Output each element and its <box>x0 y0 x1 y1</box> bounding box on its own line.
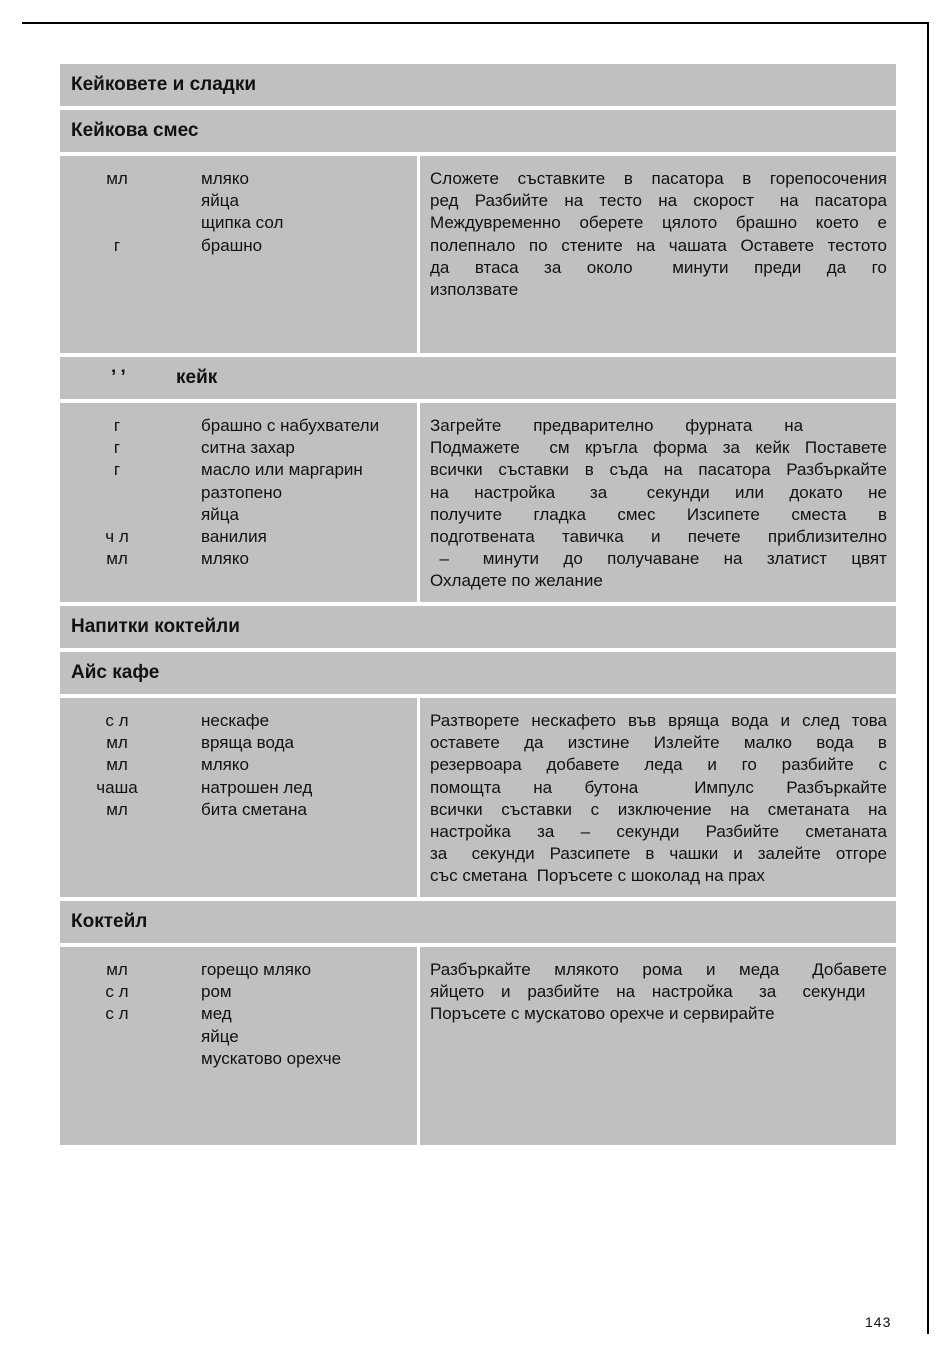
ingredient-name: вряща вода <box>201 733 294 753</box>
recipe-row-iced-coffee <box>60 698 896 897</box>
ingredient-name: щипка сол <box>201 213 284 233</box>
ingredient-amount: мл <box>106 549 128 569</box>
ingredient-line <box>60 1003 417 1025</box>
recipe-title: Коктейл <box>71 911 148 932</box>
method-line: резервоара добавете леда и го разбийте с <box>430 755 887 775</box>
ingredient-line <box>60 1026 417 1048</box>
method-line: Поръсете с мускатово орехче и сервирайте <box>430 1004 775 1024</box>
ingredient-amount <box>60 482 201 504</box>
method-line: всички съставки с изключение на сметаната на <box>430 799 887 819</box>
method-line: на настройка за секунди или докато не <box>430 482 887 502</box>
ingredient-amount: мл <box>106 960 128 979</box>
ingredient-line <box>60 212 417 234</box>
ingredient-amount: чаша <box>96 777 138 797</box>
ingredient-name: брашно <box>201 235 263 255</box>
method-line: Подмажете см кръгла форма за кейк Поставете <box>430 438 887 458</box>
recipe-header-cocktail <box>60 901 896 943</box>
ingredient-line <box>60 168 417 190</box>
ingredient-line <box>60 190 417 212</box>
recipe-table <box>60 64 896 1149</box>
ingredient-name: мляко <box>201 549 249 569</box>
ingredient-amount: мл <box>106 169 128 188</box>
ingredient-amount <box>60 190 201 212</box>
ingredient-name: яйца <box>201 504 239 524</box>
ingredient-name: ванилия <box>201 526 267 546</box>
ingredient-line <box>60 548 417 570</box>
recipe-header-cake <box>60 357 896 399</box>
ingredient-name: яйца <box>201 191 239 211</box>
method-line: Междувременно оберете цялото брашно което е <box>430 213 887 233</box>
ingredient-amount <box>60 212 201 234</box>
method-line: оставете да изстине Излейте малко вода в <box>430 733 887 753</box>
ingredient-name: разтопено <box>201 482 283 502</box>
page-number: 143 <box>865 1314 892 1330</box>
ingredient-name: натрошен лед <box>201 777 313 797</box>
ingredients-cell <box>60 403 417 602</box>
method-line: да втаса за около минути преди да го <box>430 257 887 277</box>
method-line: подготвената тавичка и печете приблизително <box>430 526 887 546</box>
top-rule <box>22 22 929 24</box>
ingredient-line <box>60 710 417 732</box>
ingredient-name: ром <box>201 982 232 1002</box>
ingredient-amount: мл <box>106 799 128 819</box>
method-cell <box>420 403 896 602</box>
section-title: Напитки коктейли <box>71 616 240 637</box>
recipe-title-prefix: ’ ’ <box>111 367 126 388</box>
method-line: полепнало по стените на чашата Оставете тестото <box>430 235 887 255</box>
ingredient-amount <box>60 504 201 526</box>
ingredient-amount: с л <box>105 982 129 1002</box>
ingredient-amount: мл <box>106 733 128 753</box>
ingredient-name: брашно с набухватели <box>201 416 380 435</box>
ingredient-name: нескафе <box>201 711 270 730</box>
method-line: настройка за – секунди Разбийте сметаната <box>430 821 887 841</box>
ingredient-line <box>60 732 417 754</box>
ingredient-name: мляко <box>201 169 249 188</box>
ingredient-name: горещо мляко <box>201 960 312 979</box>
recipe-title: кейк <box>176 367 218 388</box>
ingredient-amount: г <box>113 438 121 458</box>
ingredient-amount <box>60 1026 201 1048</box>
ingredient-line <box>60 981 417 1003</box>
recipe-header-iced-coffee <box>60 652 896 694</box>
method-line: Сложете съставките в пасатора в горепосочения <box>430 169 887 188</box>
method-cell <box>420 698 896 897</box>
ingredients-cell <box>60 698 417 897</box>
ingredient-line <box>60 754 417 776</box>
ingredient-name: мед <box>201 1004 232 1024</box>
section-header-cakes <box>60 64 896 106</box>
method-cell <box>420 947 896 1145</box>
section-title: Кейковете и сладки <box>71 74 257 95</box>
method-line: използвате <box>430 279 519 299</box>
ingredient-line <box>60 504 417 526</box>
ingredients-cell <box>60 156 417 353</box>
recipe-title: Айс кафе <box>71 662 160 683</box>
ingredient-name: масло или маргарин <box>201 460 363 480</box>
method-line: всички съставки в съда на пасатора Разбъркайте <box>430 460 887 480</box>
ingredient-amount: г <box>113 460 121 480</box>
section-header-drinks <box>60 606 896 648</box>
ingredients-cell <box>60 947 417 1145</box>
right-rule <box>927 22 929 1334</box>
method-line: яйцето и разбийте на настройка за секунди <box>430 982 866 1002</box>
method-line: със сметана Поръсете с шоколад на прах <box>430 866 765 886</box>
ingredient-name: мускатово орехче <box>201 1048 342 1068</box>
method-cell <box>420 156 896 353</box>
method-line: ред Разбийте на тесто на скорост на пасатора <box>430 191 887 211</box>
ingredient-amount: с л <box>105 711 129 730</box>
method-line: получите гладка смес Изсипете сместа в <box>430 504 887 524</box>
ingredient-line <box>60 526 417 548</box>
ingredient-name: яйце <box>201 1026 239 1046</box>
ingredient-name: ситна захар <box>201 438 295 458</box>
ingredient-line <box>60 459 417 481</box>
method-line: Загрейте предварително фурната на <box>430 416 804 435</box>
recipe-title: Кейкова смес <box>71 120 199 141</box>
ingredient-line <box>60 482 417 504</box>
recipe-row-cake <box>60 403 896 602</box>
ingredient-name: бита сметана <box>201 799 307 819</box>
ingredient-line <box>60 415 417 437</box>
ingredient-line <box>60 437 417 459</box>
ingredient-name: мляко <box>201 755 249 775</box>
method-line: за секунди Разсипете в чашки и залейте отгоре <box>430 844 887 864</box>
recipe-row-cocktail <box>60 947 896 1145</box>
ingredient-line <box>60 799 417 821</box>
ingredient-amount: ч л <box>105 526 129 546</box>
ingredient-amount: с л <box>105 1004 129 1024</box>
ingredient-line <box>60 959 417 981</box>
ingredient-line <box>60 777 417 799</box>
ingredient-amount: мл <box>106 755 128 775</box>
method-line: Охладете по желание <box>430 571 603 591</box>
recipe-row-cake-mix <box>60 156 896 353</box>
method-line: Разбъркайте млякото рома и меда Добавете <box>430 960 887 979</box>
ingredient-line <box>60 1048 417 1070</box>
ingredient-amount: г <box>113 416 121 435</box>
recipe-header-cake-mix <box>60 110 896 152</box>
method-line: Разтворете нескафето във вряща вода и след това <box>430 711 887 730</box>
method-line: помощта на бутона Импулс Разбъркайте <box>430 777 887 797</box>
ingredient-amount: г <box>113 235 121 255</box>
ingredient-amount <box>60 1048 201 1070</box>
method-line: – минути до получаване на златист цвят <box>430 549 887 569</box>
ingredient-line <box>60 235 417 257</box>
